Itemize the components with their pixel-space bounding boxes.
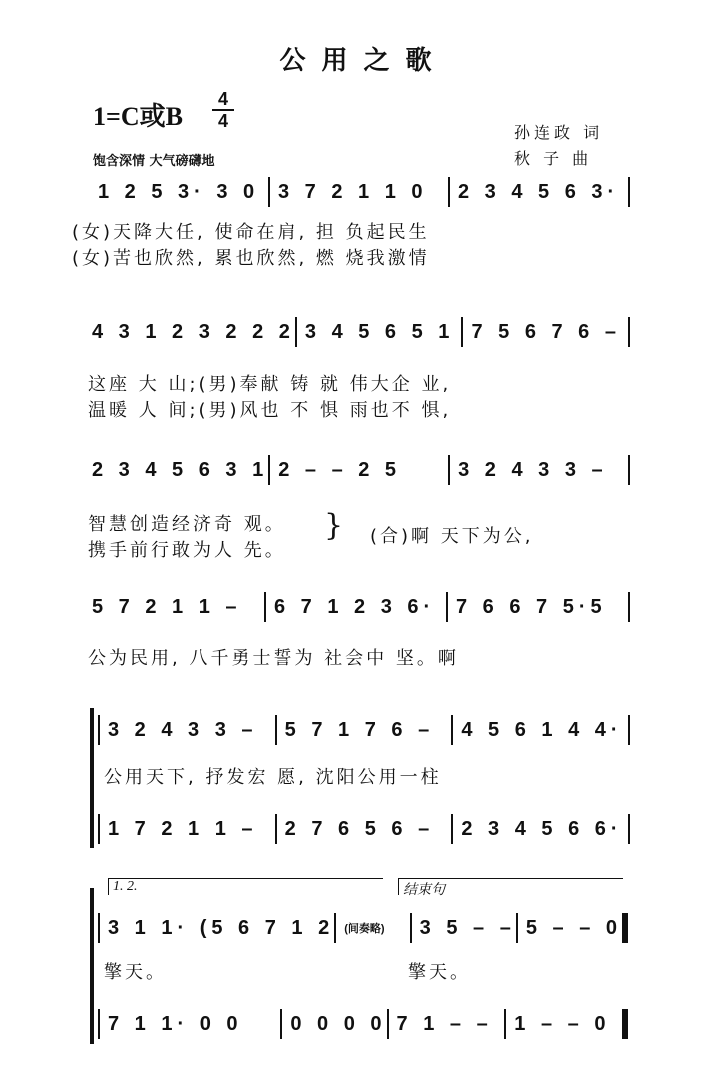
notation-row: [84, 456, 630, 484]
lyricist-credit: 孙连政 词: [514, 123, 604, 142]
measure: 5 7 2 1 1 –: [92, 595, 242, 618]
measure: 2 3 4 5 6 3 1: [92, 458, 269, 481]
measure: 2 – – 2 5: [278, 458, 402, 481]
measure: 7 1 1· 0 0: [108, 1012, 243, 1035]
measure: 3 2 4 3 3 –: [108, 718, 258, 741]
time-top: 4: [217, 89, 228, 109]
time-bottom: 4: [217, 111, 228, 131]
key-signature: 1=C或B: [93, 102, 183, 131]
measure: 5 – – 0: [525, 916, 622, 939]
measure: 7 6 6 7 5·5: [456, 595, 607, 618]
measure: 7 5 6 7 6 –: [471, 320, 621, 343]
notation-row-lower: [98, 815, 630, 843]
measure: 3 5 – –: [419, 916, 516, 939]
measure: 3 1 1· (5 6 7 1 2: [108, 916, 335, 939]
measure: 3 4 5 6 5 1: [304, 320, 455, 343]
measure: 2 3 4 5 6 3·: [458, 180, 620, 203]
lyric-line: 温暖 人 间;(男)风也 不 惧 雨也不 惧,: [88, 400, 452, 421]
measure: 1 2 5 3· 3 0: [98, 180, 260, 203]
measure: 4 3 1 2 3 2 2 2: [92, 320, 295, 343]
notation-row: [90, 178, 630, 206]
measure: 6 7 1 2 3 6·: [274, 595, 436, 618]
measure: 3 7 2 1 1 0: [278, 180, 428, 203]
tempo-marking: 饱含深情 大气磅礴地: [93, 154, 215, 169]
lyric-line: 擎天。: [408, 962, 471, 983]
measure: 2 3 4 5 6 6·: [461, 817, 623, 840]
lyric-brace: }: [324, 508, 344, 543]
lyric-line: 擎天。: [104, 962, 167, 983]
notation-row-upper: [98, 716, 630, 744]
measure: 7 1 – –: [396, 1012, 493, 1035]
notation-row: [84, 593, 630, 621]
measure: 4 5 6 1 4 4·: [461, 718, 623, 741]
measure: 3 2 4 3 3 –: [458, 458, 608, 481]
time-signature: [212, 90, 234, 130]
measure: 1 – – 0: [514, 1012, 611, 1035]
interlude-cue: (间奏略): [344, 923, 385, 935]
measure: 1 7 2 1 1 –: [108, 817, 258, 840]
tutti-lyric: (合)啊 天下为公,: [370, 526, 534, 547]
lyric-line: 公为民用, 八千勇士誓为 社会中 坚。啊: [88, 648, 459, 669]
song-title: 公用之歌: [279, 46, 448, 76]
notation-row: [84, 318, 630, 346]
lyric-line: (女)苦也欣然, 累也欣然, 燃 烧我激情: [72, 248, 430, 269]
measure: 0 0 0 0: [290, 1012, 387, 1035]
measure: 2 7 6 5 6 –: [284, 817, 435, 840]
lyric-line: 携手前行敢为人 先。: [88, 540, 286, 561]
system-bracket: [90, 708, 94, 848]
lyric-line: 公用天下, 抒发宏 愿, 沈阳公用一柱: [104, 767, 442, 788]
notation-row-lower: [98, 1010, 628, 1038]
volta-coda: 结束句: [398, 878, 623, 895]
volta-first-ending: 1. 2.: [108, 878, 383, 895]
lyric-line: 智慧创造经济奇 观。: [88, 514, 286, 535]
lyric-line: 这座 大 山;(男)奉献 铸 就 伟大企 业,: [88, 374, 452, 395]
lyric-line: (女)天降大任, 使命在肩, 担 负起民生: [72, 222, 430, 243]
composer-credit: 秋 子 曲: [514, 149, 593, 168]
notation-row-upper: [98, 914, 628, 942]
measure: 5 7 1 7 6 –: [284, 718, 435, 741]
system-bracket: [90, 888, 94, 1044]
